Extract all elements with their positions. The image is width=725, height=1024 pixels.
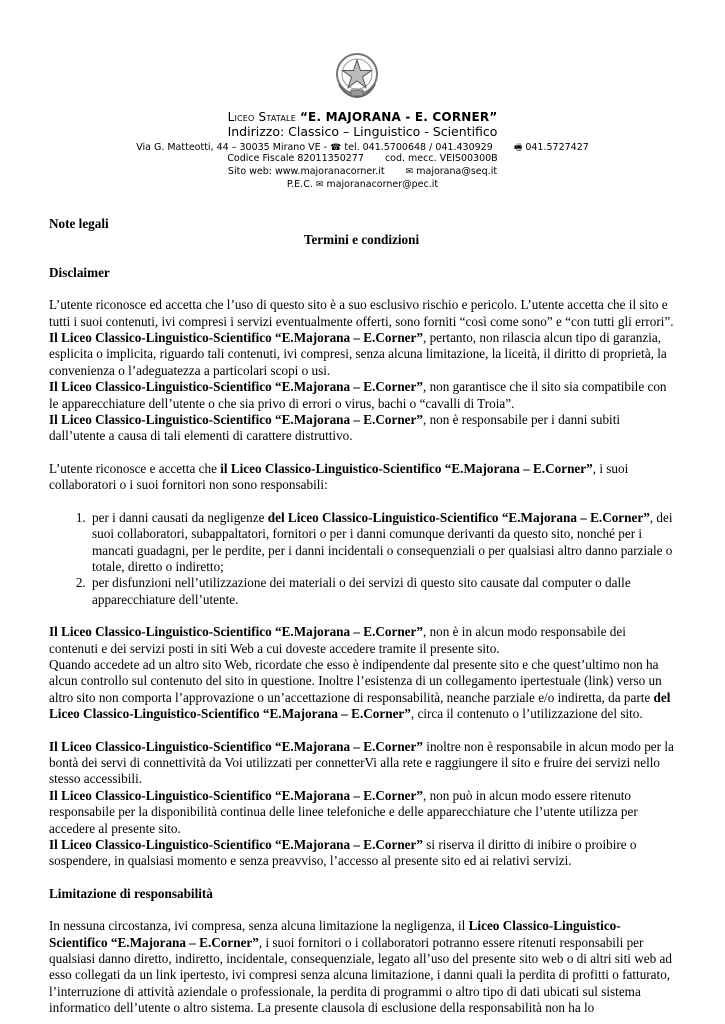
paragraph-9: Il Liceo Classico-Linguistico-Scientifico “E.Majorana – E.Corner”, non può in alcun modo essere ritenuto responsabile per la disponibilità continua delle linee telefoniche e delle apparecchiature che l’utente utilizza per accedere al presente sito. (49, 787, 638, 836)
paragraph-1: L’utente riconosce ed accetta che l’uso di questo sito è a suo esclusivo rischio e pericolo. L’utente accetta che il sito e tutti i suoi contenuti, ivi compresi i servizi eventualmente offerti, sono forniti “così come sono” e “con tutti gli errori”. (49, 297, 674, 329)
codice-fiscale: Codice Fiscale 82011350277 (227, 153, 364, 164)
email-link[interactable]: majorana@seq.it (416, 166, 498, 177)
fax-icon: 🖷 (513, 143, 523, 153)
phone-icon: ☎ (330, 143, 342, 153)
pec-email-link[interactable]: majoranacorner@pec.it (326, 179, 439, 190)
paragraph-3: Il Liceo Classico-Linguistico-Scientifico “E.Majorana – E.Corner”, non garantisce che il sito sia compatibile con le apparecchiature dell’utente o che sia privo di errori o virus, bachi o “cavalli di Troia”. (49, 379, 667, 411)
heading-termini-condizioni: Termini e condizioni (303, 232, 420, 248)
list-item: 2. per disfunzioni nell’utilizzazione dei materiali o dei servizi di questo sito causate dal computer o dalle apparecchiature dell’utente. (89, 575, 674, 608)
mail-icon: ✉ (315, 180, 324, 190)
heading-note-legali: Note legali (49, 216, 109, 231)
document-body (49, 216, 674, 1017)
paragraph-5: L’utente riconosce e accetta che il Liceo Classico-Linguistico-Scientifico “E.Majorana – E.Corner”, i suoi collaboratori o i suoi fornitori non sono responsabili: (49, 460, 629, 493)
street-address: Via G. Matteotti, 44 – 30035 Mirano VE - (136, 142, 328, 153)
paragraph-7: Quando accedete ad un altro sito Web, ricordate che esso è indipendente dal presente sito e che quest’ultimo non ha alcun controllo sul contenuto del sito in questione. Inoltre l’esistenza di un collegamento ipertestuale (link) verso un altro sito non comporta l’approvazione o un’accettazione di responsabilità, neanche parziale e/o indiretta, da parte del Liceo Classico-Linguistico-Scientifico “E.Majorana – E.Corner”, circa il contenuto o l’utilizzazione del sito. (49, 656, 671, 722)
responsibility-list (49, 510, 674, 608)
paragraph-6: Il Liceo Classico-Linguistico-Scientifico “E.Majorana – E.Corner”, non è in alcun modo responsabile dei contenuti e dei servizi posti in siti Web a cui doveste accedere tramite il presente sito. (49, 624, 626, 656)
school-prefix: Liceo Statale (227, 110, 300, 124)
paragraph-4: Il Liceo Classico-Linguistico-Scientifico “E.Majorana – E.Corner”, non è responsabile per i danni subiti dall’utente a causa di tali elementi di carattere distruttivo. (49, 412, 621, 444)
italian-republic-emblem-icon (333, 50, 381, 100)
school-pec-line (0, 179, 725, 190)
paragraph-8: Il Liceo Classico-Linguistico-Scientifico “E.Majorana – E.Corner” inoltre non è responsabile in alcun modo per la bontà dei servi di connettività da Voi utilizzati per connetterVi alla rete e raggiungere il sito e fruire dei servizi nello stesso accessibili. (49, 738, 674, 787)
school-web-line (0, 166, 725, 177)
pec-label: P.E.C. (286, 179, 313, 190)
phone-numbers: tel. 041.5700648 / 041.430929 (344, 142, 493, 153)
list-item: 1. per i danni causati da negligenze del Liceo Classico-Linguistico-Scientifico “E.Majorana – E.Corner”, dei suoi collaboratori, subappaltatori, fornitori o per i danni comunque derivanti da questo sito, nonché per i mancati guadagni, per le perdite, per i danni incidentali o consequenziali o per qualsiasi altro danno parziale o totale, diretto o indiretto; (89, 510, 674, 576)
mail-icon: ✉ (405, 167, 414, 177)
paragraph-2: Il Liceo Classico-Linguistico-Scientifico “E.Majorana – E.Corner”, pertanto, non rilascia alcun tipo di garanzia, esplicita o implicita, riguardo tali contenuti, ivi compresi, senza alcuna limitazione, la liceità, il diritto di proprietà, la convenienza o l’adeguatezza a particolari scopi o usi. (49, 330, 667, 378)
fax-number: 041.5727427 (525, 142, 589, 153)
school-address-line: Indirizzo: Classico – Linguistico - Scientifico (227, 124, 498, 139)
school-title (0, 110, 725, 124)
paragraph-10: Il Liceo Classico-Linguistico-Scientifico “E.Majorana – E.Corner” si riserva il diritto di inibire o proibire o sospendere, in qualsiasi momento e senza preavviso, l’accesso al presente sito ed ai relativi servizi. (49, 837, 637, 869)
paragraph-11: In nessuna circostanza, ivi compresa, senza alcuna limitazione la negligenza, il Liceo Classico-Linguistico-Scientifico “E.Majorana – E.Corner”, i suoi fornitori o i collaboratori potranno essere ritenuti responsabili per qualsiasi danno diretto, indiretto, incidentale, consequenziale, legato all’uso del presente sito web o di altri siti web ad esso collegati da un link ipertesto, ivi compresi senza alcuna limitazione, i danni quali la perdita di profitti o fatturato, l’interruzione di attività aziendale o professionale, la perdita di programmi o altro tipo di dati ubicati sul sistema informatico dell’utente o altro sistema. La presente clausola di esclusione della responsabilità non ha lo (49, 918, 672, 1016)
heading-limitazione: Limitazione di responsabilità (49, 885, 213, 901)
school-codes-line (0, 153, 725, 164)
school-name: “E. MAJORANA - E. CORNER” (299, 110, 498, 124)
cod-mecc: cod. mecc. VEIS00300B (384, 153, 498, 164)
website-link[interactable]: Sito web: www.majoranacorner.it (227, 166, 385, 177)
heading-disclaimer: Disclaimer (49, 264, 110, 280)
